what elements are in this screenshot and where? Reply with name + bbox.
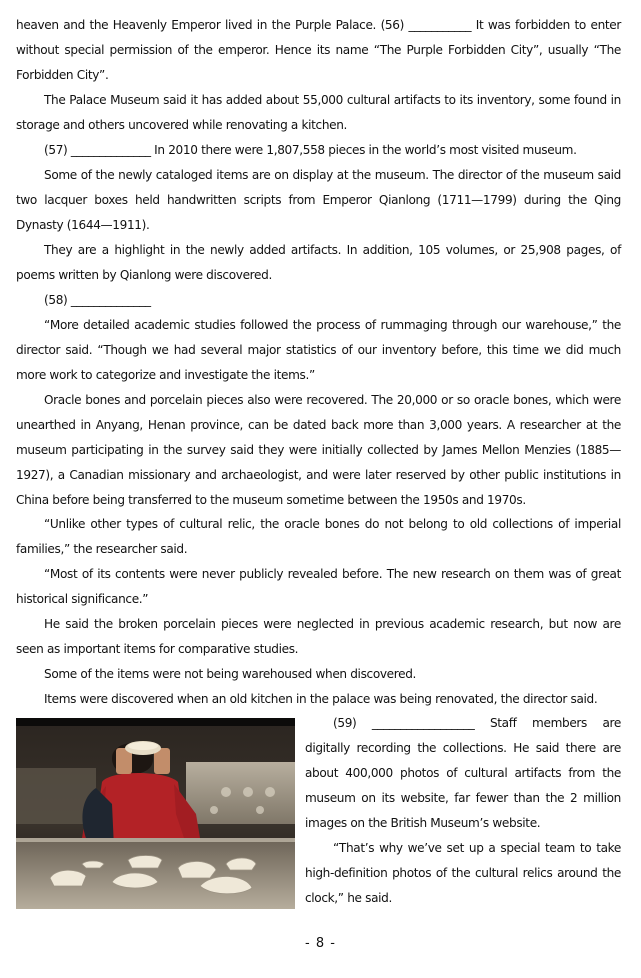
paragraph-researcher-quote: “Unlike other types of cultural relic, the oracle bones do not belong to old collections of imperial families,” the researcher said.: [16, 517, 621, 556]
paragraph-not-warehoused: Some of the items were not being warehoused when discovered.: [44, 667, 417, 681]
paragraph-kitchen: Items were discovered when an old kitchen in the palace was being renovated, the director said.: [44, 692, 598, 706]
paragraph-team-quote: “That’s why we’ve set up a special team to take high-definition photos of the cultural relics around the clock,” he said.: [305, 841, 621, 905]
side-column: [305, 711, 621, 911]
paragraph-oracle-bones: Oracle bones and porcelain pieces also were recovered. The 20,000 or so oracle bones, which were unearthed in Anyang, Henan province, can be dated back more than 3,000 years. A researcher at the museum participating in the survey said they were initially collected by James Mellon Menzies (1885—1927), a Canadian missionary and archaeologist, and were later reserved by other public institutions in China before being transferred to the museum sometime between the 1950s and 1970s.: [16, 393, 621, 507]
paragraph-poems: They are a highlight in the newly added artifacts. In addition, 105 volumes, or 25,908 pages, of poems written by Qianlong were discovered.: [16, 243, 621, 282]
paragraph-director-quote: “More detailed academic studies followed the process of rummaging through our warehouse,” the director said. “Though we had several major statistics of our inventory before, this time we did much more work to categorize and investigate the items.”: [16, 318, 621, 382]
paragraph-blank-58: (58) ______________: [44, 293, 151, 307]
page-number: - 8 -: [305, 936, 336, 951]
paragraph-artifacts-added: The Palace Museum said it has added about 55,000 cultural artifacts to its inventory, some found in storage and others uncovered while renovating a kitchen.: [16, 93, 621, 132]
paragraph-blank-57: (57) ______________ In 2010 there were 1,807,558 pieces in the world’s most visited museum.: [44, 143, 577, 157]
paragraph-palace-intro: heaven and the Heavenly Emperor lived in the Purple Palace. (56) ___________ It was forbidden to enter without special permission of the emperor. Hence its name “The Purple Forbidden City”, usually “The Forbidden City”.: [16, 18, 621, 82]
paragraph-lacquer-boxes: Some of the newly cataloged items are on display at the museum. The director of the museum said two lacquer boxes held handwritten scripts from Emperor Qianlong (1711—1799) during the Qing Dynasty (1644—1911).: [16, 168, 621, 232]
paragraph-porcelain: He said the broken porcelain pieces were neglected in previous academic research, but now are seen as important items for comparative studies.: [16, 617, 621, 656]
paragraph-contents-quote: “Most of its contents were never publicly revealed before. The new research on them was of great historical significance.”: [16, 567, 621, 606]
museum-photo: [16, 718, 295, 909]
paragraph-blank-59: (59) __________________ Staff members are digitally recording the collections. He said there are about 400,000 photos of cultural artifacts from the museum on its website, far fewer than the 2 million images on the British Museum’s website.: [305, 716, 621, 830]
